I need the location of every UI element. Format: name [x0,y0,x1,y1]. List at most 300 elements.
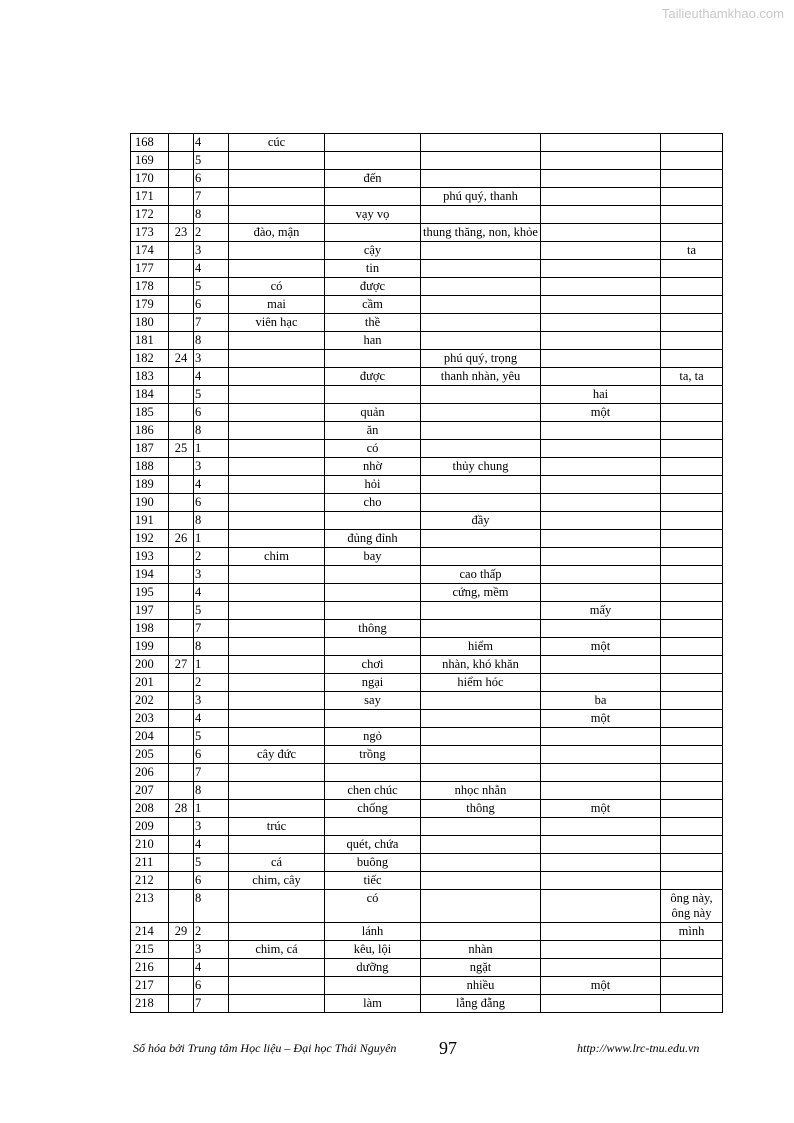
table-row [131,512,723,530]
pronoun-cell [661,260,723,278]
verb-cell: trồng [325,746,421,764]
verb-cell: có [325,440,421,458]
adjective-cell [421,260,541,278]
pronoun-cell [661,746,723,764]
table-row [131,152,723,170]
pronoun-cell [661,854,723,872]
table-row [131,923,723,941]
adjective-cell [421,404,541,422]
verb-cell: vạy vọ [325,206,421,224]
noun-cell: có [229,278,325,296]
verb-cell: chơi [325,656,421,674]
pronoun-cell [661,296,723,314]
poem-number-cell [169,152,194,170]
noun-cell: trúc [229,818,325,836]
verb-cell [325,764,421,782]
verse-number-cell: 3 [194,566,229,584]
pronoun-cell [661,836,723,854]
adjective-cell: thanh nhàn, yêu [421,368,541,386]
poem-number-cell [169,458,194,476]
pronoun-cell [661,620,723,638]
row-number-cell: 217 [131,977,169,995]
table-body [131,134,723,1013]
poem-number-cell [169,818,194,836]
adjective-cell [421,620,541,638]
numeral-cell [541,512,661,530]
pronoun-cell [661,188,723,206]
table-row [131,188,723,206]
adjective-cell [421,152,541,170]
pronoun-cell [661,422,723,440]
verb-cell [325,224,421,242]
adjective-cell [421,242,541,260]
verb-cell [325,584,421,602]
verse-number-cell: 3 [194,692,229,710]
row-number-cell: 192 [131,530,169,548]
verb-cell: dưỡng [325,959,421,977]
adjective-cell [421,494,541,512]
pronoun-cell [661,959,723,977]
verb-cell: buông [325,854,421,872]
numeral-cell [541,530,661,548]
numeral-cell [541,959,661,977]
numeral-cell [541,278,661,296]
table-row [131,296,723,314]
pronoun-cell [661,692,723,710]
numeral-cell [541,656,661,674]
poem-number-cell [169,710,194,728]
adjective-cell [421,710,541,728]
adjective-cell: nhàn [421,941,541,959]
pronoun-cell [661,674,723,692]
poem-number-cell [169,512,194,530]
noun-cell [229,656,325,674]
verse-number-cell: 1 [194,656,229,674]
adjective-cell: hiểm [421,638,541,656]
numeral-cell: hai [541,386,661,404]
poem-number-cell [169,674,194,692]
row-number-cell: 214 [131,923,169,941]
row-number-cell: 170 [131,170,169,188]
numeral-cell [541,314,661,332]
table-row [131,959,723,977]
poem-number-cell [169,782,194,800]
verse-number-cell: 5 [194,854,229,872]
table-row [131,386,723,404]
pronoun-cell: ta [661,242,723,260]
verb-cell: chống [325,800,421,818]
verb-cell [325,512,421,530]
verse-number-cell: 8 [194,782,229,800]
numeral-cell [541,332,661,350]
pronoun-cell: ta, ta [661,368,723,386]
adjective-cell [421,836,541,854]
poem-number-cell [169,188,194,206]
poem-number-cell: 26 [169,530,194,548]
noun-cell: đào, mận [229,224,325,242]
noun-cell [229,386,325,404]
row-number-cell: 191 [131,512,169,530]
verse-number-cell: 5 [194,602,229,620]
verse-number-cell: 2 [194,674,229,692]
numeral-cell [541,782,661,800]
row-number-cell: 178 [131,278,169,296]
numeral-cell [541,854,661,872]
row-number-cell: 209 [131,818,169,836]
adjective-cell [421,422,541,440]
pronoun-cell [661,710,723,728]
table-row [131,530,723,548]
verse-number-cell: 1 [194,530,229,548]
poem-number-cell [169,296,194,314]
row-number-cell: 213 [131,890,169,923]
poem-number-cell [169,584,194,602]
pronoun-cell [661,224,723,242]
verse-number-cell: 3 [194,350,229,368]
adjective-cell [421,134,541,152]
pronoun-cell [661,638,723,656]
noun-cell: mai [229,296,325,314]
verb-cell: cậy [325,242,421,260]
verse-number-cell: 6 [194,746,229,764]
numeral-cell: một [541,977,661,995]
noun-cell: chim, cá [229,941,325,959]
row-number-cell: 183 [131,368,169,386]
noun-cell [229,188,325,206]
adjective-cell: hiểm hóc [421,674,541,692]
poem-number-cell [169,995,194,1013]
verb-cell: thông [325,620,421,638]
row-number-cell: 203 [131,710,169,728]
verse-number-cell: 6 [194,296,229,314]
poem-number-cell [169,620,194,638]
adjective-cell [421,728,541,746]
noun-cell [229,260,325,278]
table-row [131,746,723,764]
poem-number-cell [169,260,194,278]
numeral-cell: một [541,638,661,656]
table-row [131,941,723,959]
verb-cell: quản [325,404,421,422]
verb-cell: đủng đỉnh [325,530,421,548]
verb-cell [325,710,421,728]
noun-cell [229,692,325,710]
verse-number-cell: 5 [194,386,229,404]
pronoun-cell [661,152,723,170]
noun-cell [229,368,325,386]
pronoun-cell [661,728,723,746]
row-number-cell: 216 [131,959,169,977]
verse-number-cell: 7 [194,314,229,332]
verb-cell [325,638,421,656]
verse-number-cell: 4 [194,584,229,602]
numeral-cell [541,674,661,692]
poem-number-cell [169,368,194,386]
table-row [131,818,723,836]
adjective-cell: nhiều [421,977,541,995]
word-table [130,133,723,1013]
adjective-cell [421,692,541,710]
adjective-cell: nhọc nhằn [421,782,541,800]
noun-cell [229,710,325,728]
poem-number-cell [169,692,194,710]
poem-number-cell [169,764,194,782]
poem-number-cell [169,404,194,422]
pronoun-cell [661,440,723,458]
pronoun-cell [661,941,723,959]
verse-number-cell: 5 [194,728,229,746]
row-number-cell: 202 [131,692,169,710]
numeral-cell [541,224,661,242]
row-number-cell: 197 [131,602,169,620]
adjective-cell: thung thăng, non, khỏe [421,224,541,242]
adjective-cell [421,170,541,188]
row-number-cell: 181 [131,332,169,350]
verse-number-cell: 4 [194,260,229,278]
adjective-cell: thông [421,800,541,818]
verb-cell: say [325,692,421,710]
row-number-cell: 184 [131,386,169,404]
verse-number-cell: 6 [194,494,229,512]
footer-source: Số hóa bởi Trung tâm Học liệu – Đại học Thái Nguyên [133,1041,397,1055]
numeral-cell [541,923,661,941]
table-row [131,728,723,746]
pronoun-cell [661,584,723,602]
verb-cell: tin [325,260,421,278]
adjective-cell [421,923,541,941]
adjective-cell: cao thấp [421,566,541,584]
row-number-cell: 194 [131,566,169,584]
table-row [131,656,723,674]
noun-cell: chim [229,548,325,566]
table-row [131,224,723,242]
verse-number-cell: 7 [194,995,229,1013]
table-row [131,476,723,494]
adjective-cell [421,530,541,548]
table-row [131,836,723,854]
adjective-cell [421,476,541,494]
verse-number-cell: 3 [194,458,229,476]
poem-number-cell [169,242,194,260]
adjective-cell [421,890,541,923]
numeral-cell [541,548,661,566]
verse-number-cell: 7 [194,764,229,782]
verse-number-cell: 4 [194,476,229,494]
verb-cell: lánh [325,923,421,941]
pronoun-cell [661,332,723,350]
table-row [131,872,723,890]
numeral-cell [541,941,661,959]
adjective-cell [421,818,541,836]
adjective-cell: lẵng đẵng [421,995,541,1013]
verb-cell [325,134,421,152]
numeral-cell [541,890,661,923]
table-row [131,782,723,800]
pronoun-cell [661,548,723,566]
verse-number-cell: 4 [194,368,229,386]
poem-number-cell [169,476,194,494]
table-row [131,314,723,332]
noun-cell [229,674,325,692]
verse-number-cell: 6 [194,170,229,188]
poem-number-cell [169,422,194,440]
row-number-cell: 193 [131,548,169,566]
numeral-cell [541,458,661,476]
noun-cell [229,566,325,584]
noun-cell [229,512,325,530]
numeral-cell [541,440,661,458]
poem-number-cell [169,494,194,512]
row-number-cell: 173 [131,224,169,242]
verb-cell: ăn [325,422,421,440]
verse-number-cell: 3 [194,941,229,959]
adjective-cell [421,854,541,872]
footer-url[interactable]: http://www.lrc-tnu.edu.vn [577,1041,700,1055]
pronoun-cell [661,494,723,512]
pronoun-cell [661,530,723,548]
row-number-cell: 190 [131,494,169,512]
poem-number-cell [169,206,194,224]
noun-cell [229,494,325,512]
numeral-cell [541,296,661,314]
adjective-cell [421,332,541,350]
numeral-cell [541,170,661,188]
numeral-cell [541,818,661,836]
poem-number-cell: 24 [169,350,194,368]
adjective-cell [421,746,541,764]
row-number-cell: 185 [131,404,169,422]
table-row [131,692,723,710]
verse-number-cell: 2 [194,548,229,566]
verb-cell: đến [325,170,421,188]
noun-cell: cúc [229,134,325,152]
row-number-cell: 195 [131,584,169,602]
table-row [131,494,723,512]
poem-number-cell [169,134,194,152]
poem-number-cell [169,278,194,296]
row-number-cell: 189 [131,476,169,494]
verse-number-cell: 3 [194,818,229,836]
noun-cell [229,890,325,923]
pronoun-cell [661,314,723,332]
adjective-cell [421,548,541,566]
pronoun-cell [661,800,723,818]
row-number-cell: 210 [131,836,169,854]
numeral-cell: mấy [541,602,661,620]
numeral-cell [541,206,661,224]
verse-number-cell: 8 [194,332,229,350]
noun-cell [229,995,325,1013]
row-number-cell: 180 [131,314,169,332]
pronoun-cell [661,782,723,800]
verb-cell [325,566,421,584]
table-row [131,638,723,656]
poem-number-cell: 23 [169,224,194,242]
noun-cell [229,764,325,782]
row-number-cell: 187 [131,440,169,458]
numeral-cell: ba [541,692,661,710]
table-row [131,674,723,692]
verb-cell: kêu, lội [325,941,421,959]
verb-cell [325,386,421,404]
table-row [131,890,723,923]
pronoun-cell [661,134,723,152]
pronoun-cell [661,977,723,995]
pronoun-cell [661,656,723,674]
table-row [131,440,723,458]
poem-number-cell [169,836,194,854]
adjective-cell [421,386,541,404]
noun-cell [229,638,325,656]
verb-cell [325,977,421,995]
poem-number-cell [169,746,194,764]
noun-cell [229,206,325,224]
row-number-cell: 177 [131,260,169,278]
page-number: 97 [439,1038,457,1058]
verb-cell: cầm [325,296,421,314]
noun-cell [229,602,325,620]
numeral-cell [541,476,661,494]
poem-number-cell [169,941,194,959]
numeral-cell [541,134,661,152]
verb-cell: quét, chứa [325,836,421,854]
row-number-cell: 208 [131,800,169,818]
numeral-cell [541,242,661,260]
row-number-cell: 204 [131,728,169,746]
pronoun-cell [661,872,723,890]
pronoun-cell [661,602,723,620]
row-number-cell: 201 [131,674,169,692]
noun-cell: viên hạc [229,314,325,332]
pronoun-cell [661,350,723,368]
pronoun-cell [661,995,723,1013]
numeral-cell [541,836,661,854]
verse-number-cell: 2 [194,923,229,941]
numeral-cell [541,566,661,584]
numeral-cell [541,152,661,170]
poem-number-cell [169,566,194,584]
row-number-cell: 186 [131,422,169,440]
verb-cell [325,350,421,368]
adjective-cell [421,296,541,314]
noun-cell: cá [229,854,325,872]
verse-number-cell: 1 [194,800,229,818]
poem-number-cell: 25 [169,440,194,458]
poem-number-cell [169,170,194,188]
verb-cell: ngỏ [325,728,421,746]
table-row [131,995,723,1013]
noun-cell [229,458,325,476]
numeral-cell [541,368,661,386]
poem-number-cell: 29 [169,923,194,941]
adjective-cell [421,278,541,296]
verb-cell [325,818,421,836]
row-number-cell: 169 [131,152,169,170]
poem-number-cell [169,854,194,872]
row-number-cell: 205 [131,746,169,764]
poem-number-cell [169,332,194,350]
noun-cell [229,440,325,458]
verse-number-cell: 8 [194,638,229,656]
table-row [131,134,723,152]
poem-number-cell [169,728,194,746]
adjective-cell: đầy [421,512,541,530]
table-row [131,422,723,440]
adjective-cell: phú quý, trọng [421,350,541,368]
noun-cell [229,530,325,548]
adjective-cell: ngặt [421,959,541,977]
verb-cell [325,152,421,170]
